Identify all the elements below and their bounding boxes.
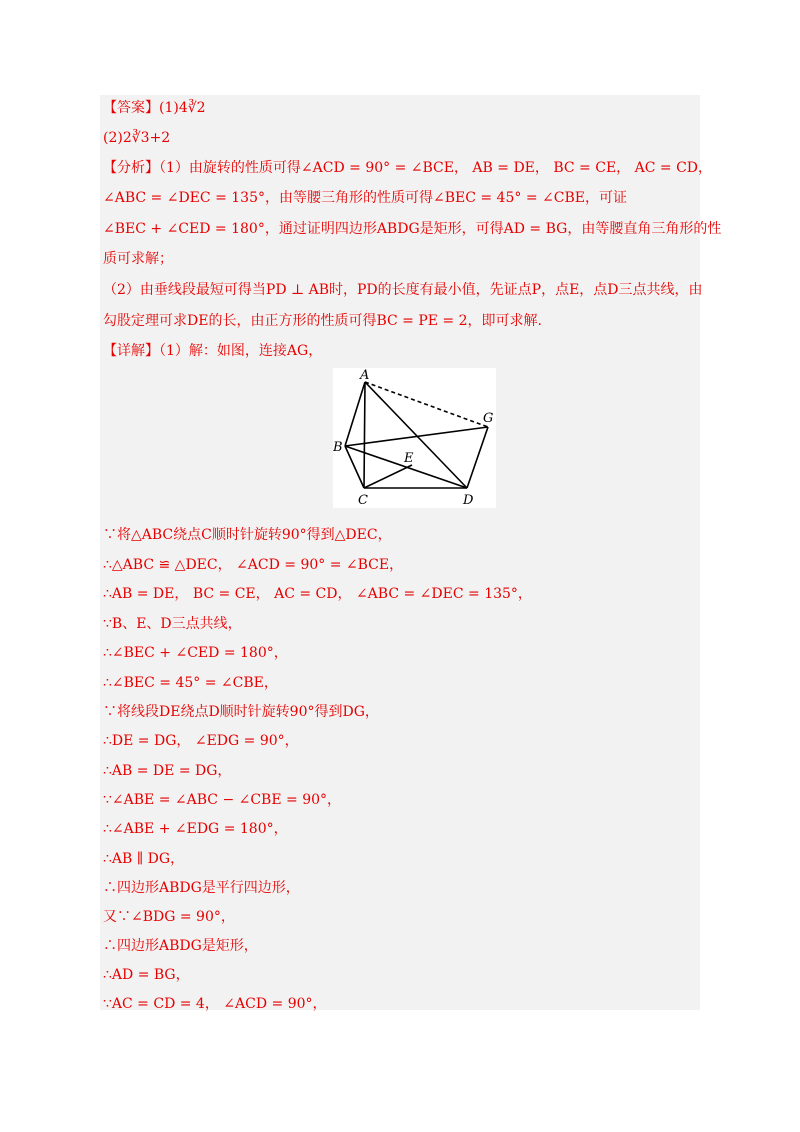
geometry-figure [333,368,496,508]
segment-ad [365,382,467,488]
analysis-text-1: （1）由旋转的性质可得∠ACD = 90° = ∠BCE， AB = DE， BC = CE， AC = CD， [159,160,713,176]
detail-step: ∵AC = CD = 4， ∠ACD = 90°， [103,996,327,1012]
detail-step: ∴△ABC ≌ △DEC， ∠ACD = 90° = ∠BCE， [103,557,404,573]
segment-ag-dashed [365,382,488,427]
label-d: D [463,493,474,508]
answer-tag: 【答案】 [103,100,159,116]
label-a: A [360,368,370,383]
analysis-text-5: （2）由垂线段最短可得当PD ⊥ AB时，PD的长度有最小值，先证点P，点E，点D三点共线，由 [103,282,703,298]
answer-line-1 [103,98,206,118]
segment-ce [364,465,412,488]
analysis-text-3: ∠BEC + ∠CED = 180°，通过证明四边形ABDG是矩形，可得AD = BG，由等腰直角三角形的性 [103,221,722,237]
detail-step: ∵将线段DE绕点D顺时针旋转90°得到DG， [103,704,379,720]
answer-part-1: (1)4∛2 [159,100,206,116]
label-c: C [358,493,368,508]
analysis-text-4: 质可求解； [103,251,173,267]
detail-step: ∴AD = BG， [103,967,190,983]
geometry-diagram [333,368,496,508]
detail-line-intro [103,341,322,361]
detail-step: ∵将△ABC绕点C顺时针旋转90°得到△DEC， [103,527,392,543]
analysis-tag: 【分析】 [103,160,159,176]
detail-step: ∴DE = DG， ∠EDG = 90°， [103,733,299,749]
analysis-text-6: 勾股定理可求DE的长，由正方形的性质可得BC = PE = 2，即可求解. [103,313,542,329]
analysis-line-1 [103,158,712,178]
segment-dg [467,427,488,488]
detail-intro: （1）解：如图，连接AG， [159,343,323,359]
detail-step: ∴∠BEC = 45° = ∠CBE， [103,675,278,691]
detail-step: ∴AB = DE， BC = CE， AC = CD， ∠ABC = ∠DEC = 135°， [103,586,532,602]
detail-step: 又∵∠BDG = 90°， [103,909,235,925]
detail-step: ∴四边形ABDG是平行四边形， [103,880,300,896]
detail-step: ∴AB = DE = DG， [103,763,232,779]
segment-ac [364,382,365,488]
detail-step: ∴∠ABE + ∠EDG = 180°， [103,821,288,837]
detail-step: ∴AB ∥ DG， [103,851,185,867]
label-g: G [483,411,494,426]
detail-step: ∵B、E、D三点共线， [103,616,242,632]
analysis-text-2: ∠ABC = ∠DEC = 135°，由等腰三角形的性质可得∠BEC = 45° = ∠CBE，可证 [103,190,627,206]
detail-tag: 【详解】 [103,343,159,359]
label-e: E [404,451,414,466]
segment-ab [345,382,365,446]
detail-step: ∵∠ABE = ∠ABC − ∠CBE = 90°， [103,792,342,808]
answer-part-2: (2)2∛3+2 [103,130,171,146]
label-b: B [333,440,343,455]
detail-step: ∴∠BEC + ∠CED = 180°， [103,645,288,661]
segment-bg [345,427,488,446]
detail-step: ∴四边形ABDG是矩形， [103,938,258,954]
